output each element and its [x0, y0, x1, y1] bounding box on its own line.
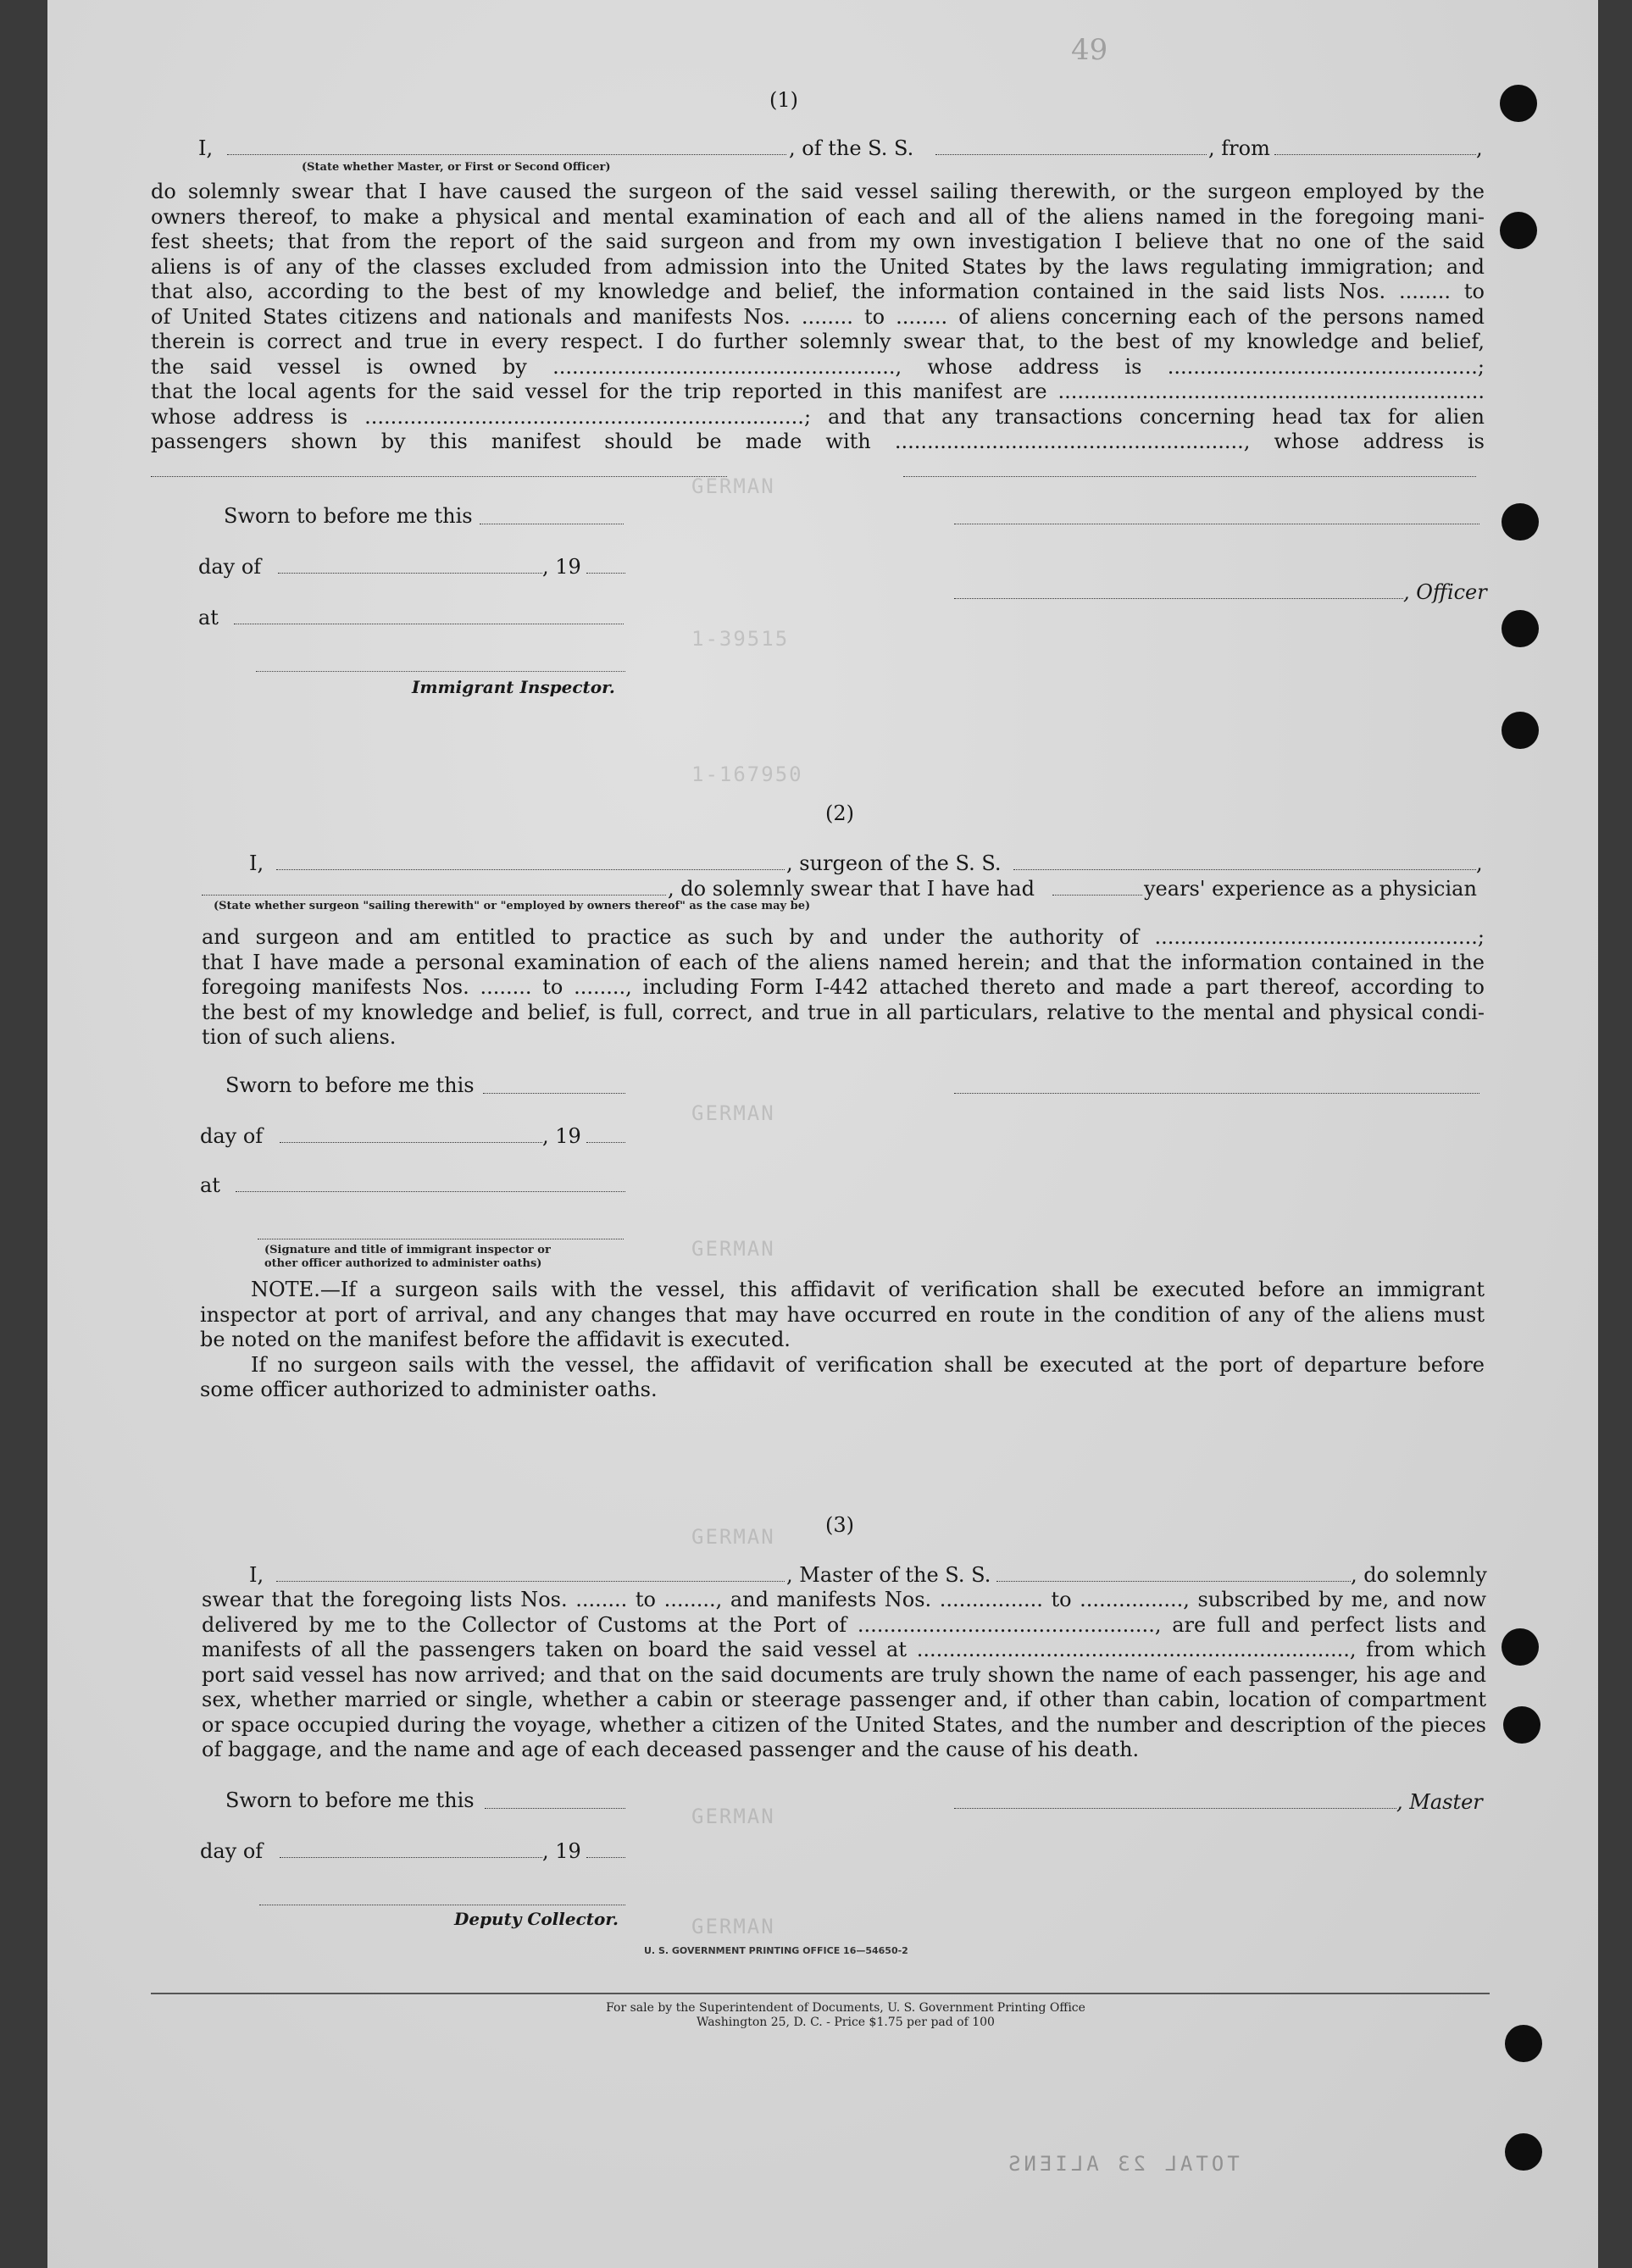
sec1-continuation-field[interactable] — [151, 476, 727, 477]
sec2-comma: , — [1476, 851, 1483, 875]
for-sale-notice: For sale by the Superintendent of Documents, U. S. Government Printing Office Washington 25, D. C. - Price $1.75 per pad of 100 — [606, 2001, 1085, 2029]
sec1-inspector-label: Immigrant Inspector. — [412, 677, 615, 697]
sec2-signature-field[interactable] — [954, 1093, 1479, 1094]
sec1-day-label: day of — [198, 555, 262, 579]
sec3-sworn-label: Sworn to before me this — [225, 1788, 475, 1812]
section-3-number: (3) — [825, 1513, 854, 1537]
sec3-master-label: , Master — [1396, 1790, 1483, 1814]
sec3-day-field[interactable] — [280, 1857, 542, 1858]
sec2-years-field[interactable] — [1052, 895, 1142, 896]
sec1-continuation-field[interactable] — [903, 476, 1476, 477]
sec2-year-field[interactable] — [586, 1142, 625, 1143]
sec2-day-label: day of — [200, 1124, 264, 1148]
bleed-through-text: 1-39515 — [691, 627, 790, 651]
sec3-sworn-field[interactable] — [485, 1808, 625, 1809]
sec1-at-label: at — [198, 606, 219, 629]
sec2-signature-note: other officer authorized to administer oaths) — [264, 1257, 542, 1270]
punch-hole — [1505, 2133, 1542, 2171]
sec1-from-label: , from — [1208, 136, 1270, 160]
page-number: 49 — [1071, 33, 1108, 67]
sec2-ss-name-field[interactable] — [1013, 869, 1476, 870]
sec3-ss-name-field[interactable] — [996, 1581, 1351, 1582]
sec1-year-field[interactable] — [586, 573, 625, 574]
bleed-through-text: GERMAN — [691, 1237, 775, 1261]
sec1-i-label: I, — [198, 136, 214, 160]
sec2-swear-label: , do solemnly swear that I have had — [668, 877, 1035, 901]
sec2-day-field[interactable] — [280, 1142, 542, 1143]
sec1-officer-signature-field[interactable] — [954, 598, 1403, 599]
punch-hole — [1500, 212, 1537, 249]
sec2-years-label: years' experience as a physician — [1144, 877, 1477, 901]
bleed-through-text: 1-167950 — [691, 762, 803, 786]
sec3-i-label: I, — [249, 1563, 264, 1587]
sec3-do-solemnly-label: , do solemnly — [1351, 1563, 1487, 1587]
sec3-year-field[interactable] — [586, 1857, 625, 1858]
sec1-of-ss-label: , of the S. S. — [789, 136, 914, 160]
sec2-year-label: , 19 — [542, 1124, 581, 1148]
punch-hole — [1505, 2025, 1542, 2062]
bleed-through-text: GERMAN — [691, 1805, 775, 1828]
bleed-through-text: GERMAN — [691, 1915, 775, 1938]
sec1-officer-name-field[interactable] — [227, 154, 786, 155]
punch-hole — [1502, 503, 1539, 541]
sec1-ss-name-field[interactable] — [935, 154, 1207, 155]
sec1-comma: , — [1476, 136, 1483, 160]
sec2-sworn-field[interactable] — [483, 1093, 625, 1094]
sec2-surgeon-of-label: , surgeon of the S. S. — [786, 851, 1002, 875]
document-page — [47, 0, 1598, 2268]
sec1-sworn-label: Sworn to before me this — [224, 504, 473, 528]
sec2-capacity-field[interactable] — [202, 895, 666, 896]
punch-hole — [1502, 1628, 1539, 1666]
sec2-signature-note: (Signature and title of immigrant inspector or — [264, 1244, 551, 1256]
sec3-day-label: day of — [200, 1839, 264, 1863]
punch-hole — [1502, 712, 1539, 749]
sec2-at-label: at — [200, 1173, 220, 1197]
sec3-master-of-label: , Master of the S. S. — [786, 1563, 991, 1587]
sec3-year-label: , 19 — [542, 1839, 581, 1863]
bleed-through-text: GERMAN — [691, 1101, 775, 1125]
printing-office-code: U. S. GOVERNMENT PRINTING OFFICE 16—54650-2 — [644, 1945, 908, 1956]
section-1-number: (1) — [769, 88, 798, 112]
sec2-paragraph: and surgeon and am entitled to practice as such by and under the authority of ..................................................; that I have made a personal examination of each of the aliens named herein; and that the information contained in the foregoing manifests Nos. ........ to ........, including Form I-442 attached thereto and made a part thereof, according to the best of my knowledge and belief, is full, correct, and true in all particulars, relative to the mental and physical condi- tion of such aliens. — [202, 925, 1485, 1049]
sec2-surgeon-name-field[interactable] — [276, 869, 785, 870]
sec1-inspector-signature-line — [256, 671, 625, 672]
sec2-sworn-label: Sworn to before me this — [225, 1073, 475, 1097]
bleed-through-text: GERMAN — [691, 1525, 775, 1549]
bleed-through-text: GERMAN — [691, 474, 775, 498]
sec2-i-label: I, — [249, 851, 264, 875]
punch-hole — [1502, 610, 1539, 647]
sec3-master-signature-field[interactable] — [954, 1808, 1396, 1809]
sec1-paragraph: do solemnly swear that I have caused the surgeon of the said vessel sailing therewith, or the surgeon employed by the owners thereof, to make a physical and mental examination of each and all of the aliens named in the foregoing mani- fest sheets; that from the report of the said surgeon and from my own investigation I believe that no one of the said aliens is of any of the classes excluded from admission into the United States by the laws regulating immigration; and that also, according to the best of my knowledge and belief, the information contained in the said lists Nos. ........ to of United States citizens and nationals and manifests Nos. ........ to ........ of aliens concerning each of the persons named therein is correct and true in every respect. I do further solemnly swear that, to the best of my knowledge and belief, the said vessel is owned by ....................................................., whose address is ................................................; that the local agents for the said vessel for the trip reported in this manifest are .................................................................. whose address is ....................................................................; and that any transactions concerning head tax for alien passengers shown by this manifest should be made with ......................................................, whose address is — [151, 180, 1485, 453]
total-aliens-stamp: TOTAL 23 ALIENS — [1005, 2152, 1240, 2176]
footer-rule — [151, 1993, 1490, 1994]
sec2-note-paragraph: NOTE.—If a surgeon sails with the vessel, this affidavit of verification shall be executed before an immigrant inspector at port of arrival, and any changes that may have occurred en route in the condition of any of the aliens must be noted on the manifest before the affidavit is executed. If no surgeon sails with the vessel, the affidavit of verification shall be executed at the port of departure before some officer authorized to administer oaths. — [200, 1278, 1485, 1401]
sec1-year-label: , 19 — [542, 555, 581, 579]
sec2-capacity-note: (State whether surgeon "sailing therewith" or "employed by owners thereof" as the case may be) — [214, 900, 811, 912]
sec3-collector-label: Deputy Collector. — [454, 1909, 619, 1929]
punch-hole — [1503, 1706, 1540, 1744]
sec2-at-field[interactable] — [236, 1191, 625, 1192]
sec1-from-field[interactable] — [1274, 154, 1476, 155]
section-2-number: (2) — [825, 801, 854, 825]
sec3-master-name-field[interactable] — [276, 1581, 785, 1582]
sec3-paragraph: swear that the foregoing lists Nos. ........ to ........, and manifests Nos. ................ to ................, subscribed by me, and now delivered by me to the Collector of Customs at the Port of .............................................., are full and perfect lists and manifests of all the passengers taken on board the said vessel at ..................................................................., from which port said vessel has now arrived; and that on the said documents are truly shown the name of each passenger, his age and sex, whether married or single, whether a cabin or steerage passenger and, if other than cabin, location of compartment or space occupied during the voyage, whether a citizen of the United States, and the number and description of the pieces of baggage, and the name and age of each deceased passenger and the cause of his death. — [202, 1588, 1486, 1761]
punch-hole — [1500, 85, 1537, 122]
sec1-officer-label: , Officer — [1403, 580, 1487, 604]
sec1-officer-note: (State whether Master, or First or Second Officer) — [302, 161, 611, 174]
sec1-day-field[interactable] — [278, 573, 542, 574]
